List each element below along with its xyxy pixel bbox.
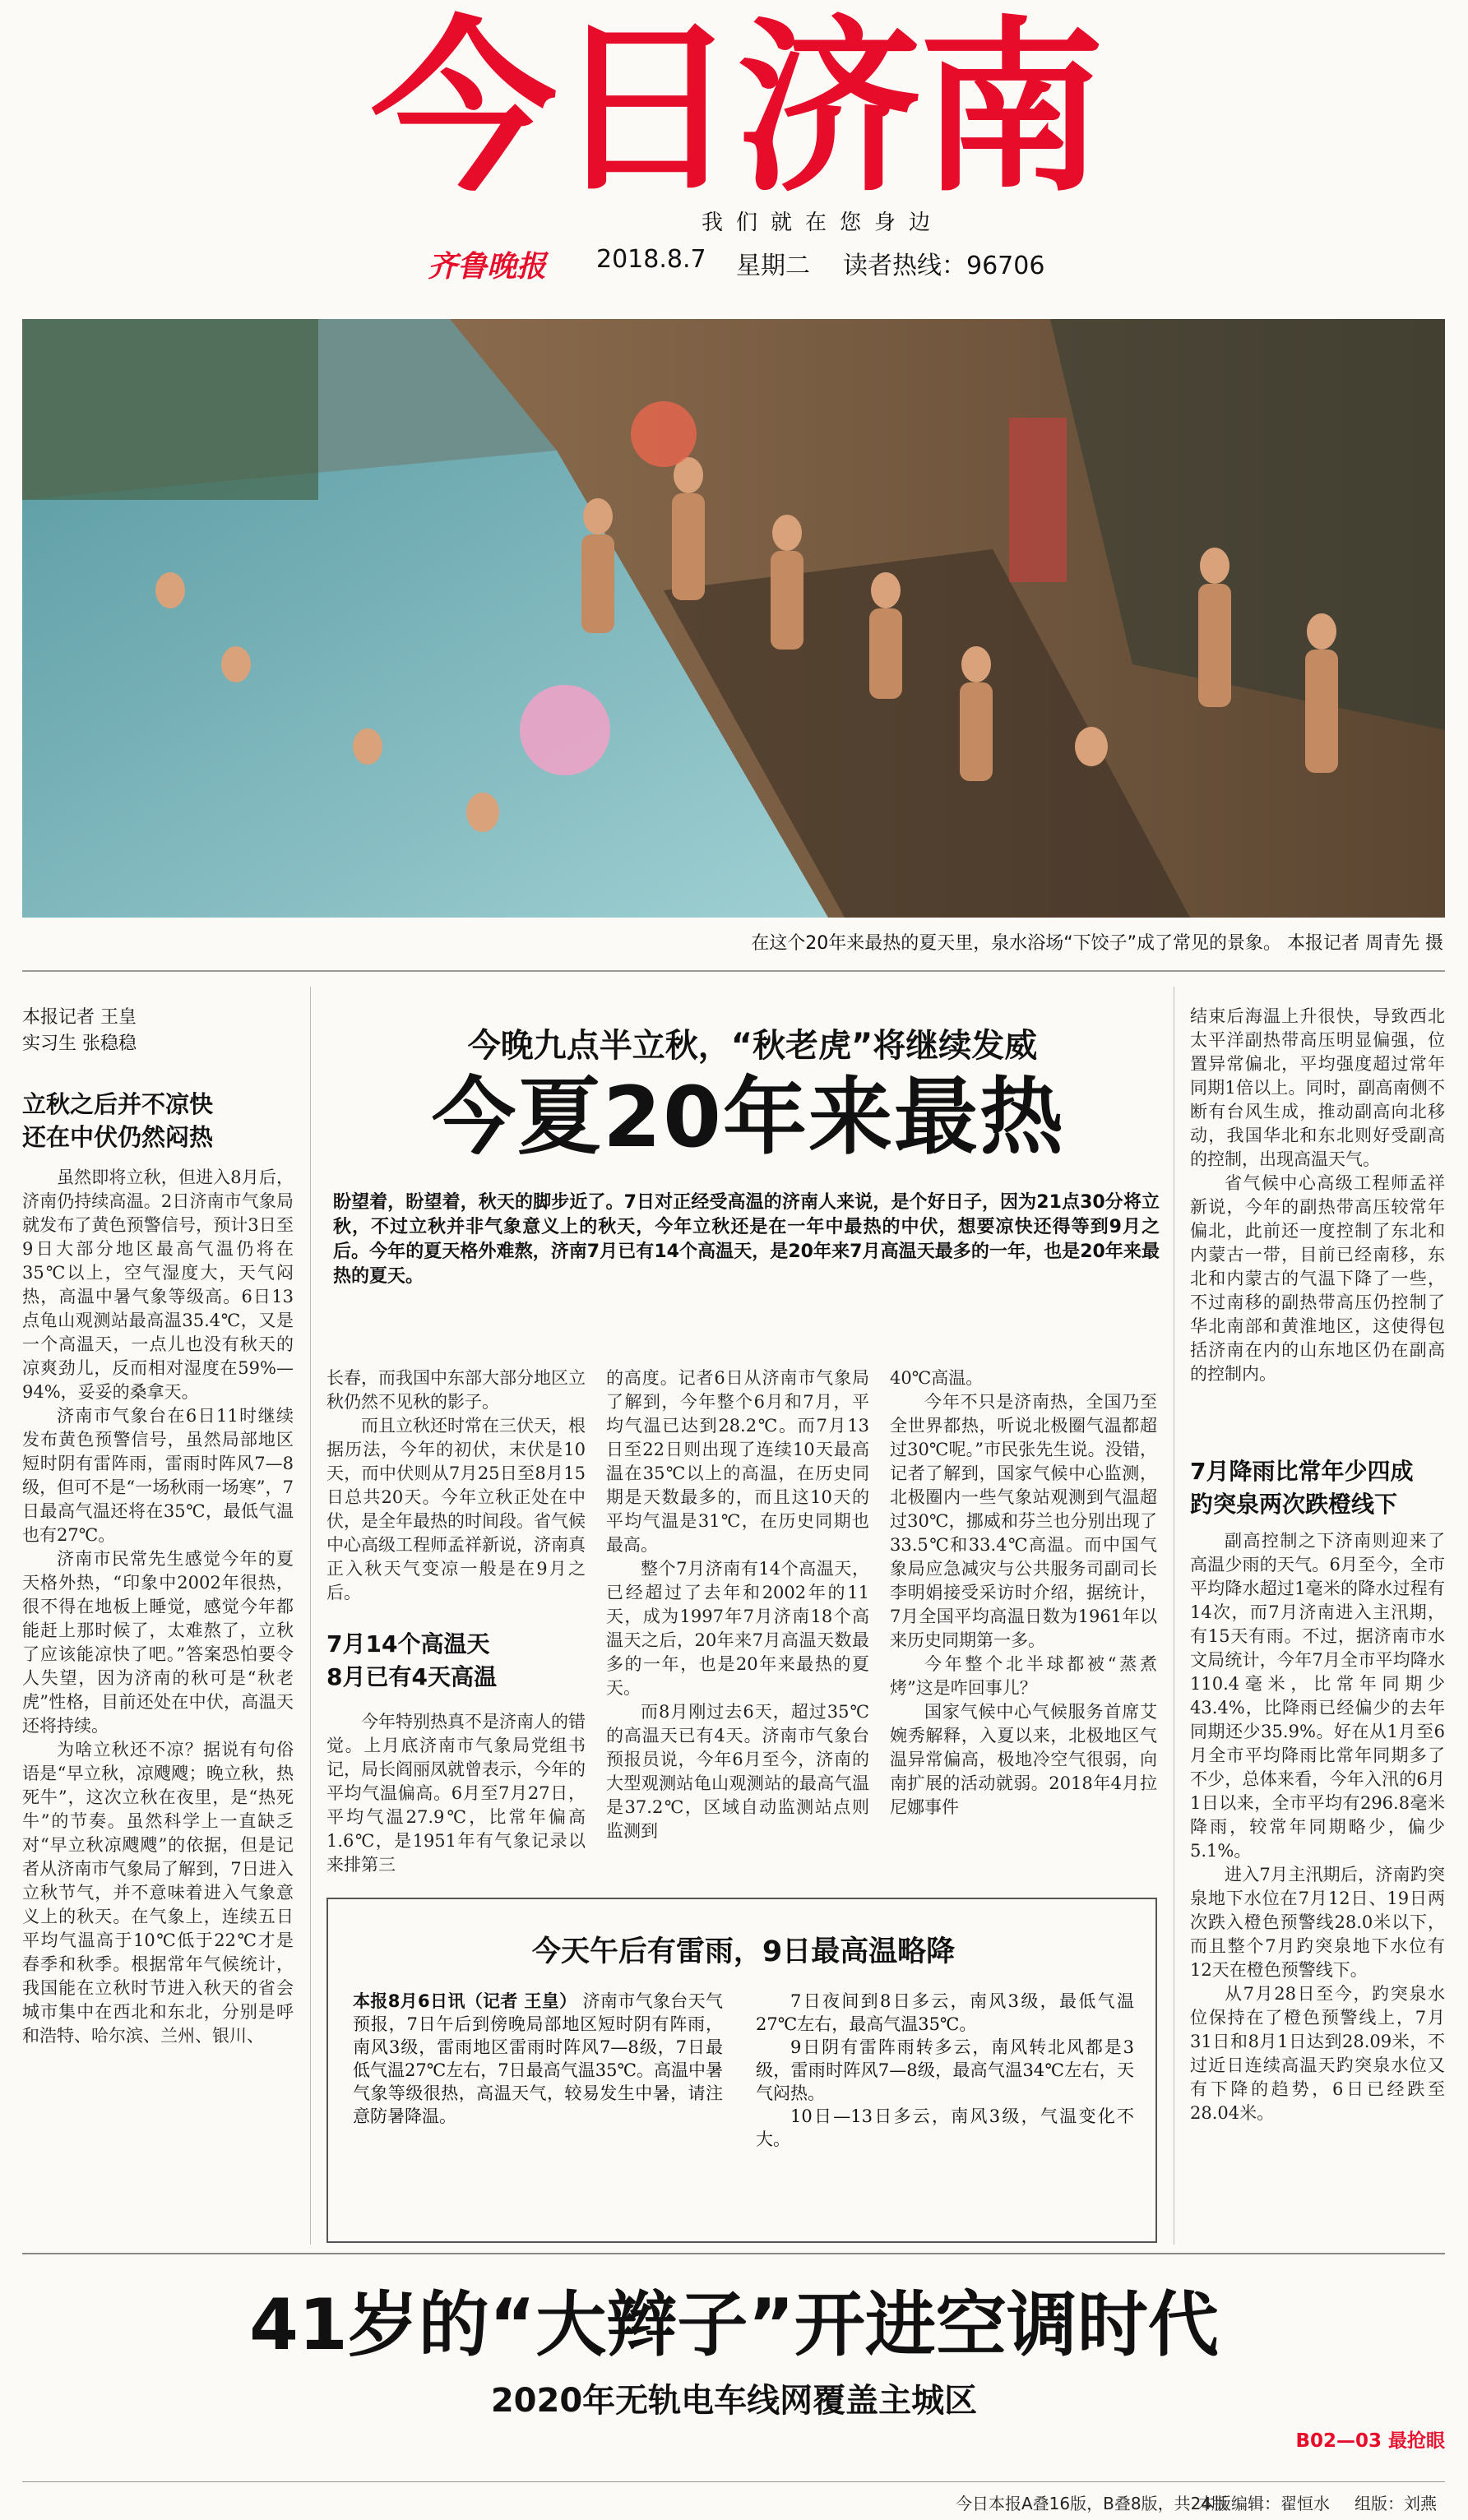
lead-paragraph: 盼望着，盼望着，秋天的脚步近了。7日对正经受高温的济南人来说，是个好日子，因为21点30分将立秋，不过立秋并非气象意义上的秋天，今年立秋还是在一年中最热的中伏，想要凉快还得等到9月之后。今年的夏天格外难熬，济南7月已有14个高温天，是20年来7月高温天最多的一年，也是20年来最热的夏天。 [333, 1192, 1160, 1287]
paragraph: 副高控制之下济南则迎来了高温少雨的天气。6月至今，全市平均降水超过1毫米的降水过程有14次，而7月济南进入主汛期，有15天有雨。不过，据济南市水文局统计，今年7月全市平均降水110.4毫米，比常年同期少43.4%，比降雨已经偏少的去年同期还少35.9%。好在从1月至6月全市平均降雨比常年同期多了不少，总体来看，今年入汛的6月1日以来，全市平均有296.8毫米降雨，较常年同期略少，偏少5.1%。 [1190, 1531, 1445, 1861]
paragraph: 9日阴有雷阵雨转多云，南风转北风都是3级，雷雨时阵风7—8级，最高气温34℃左右，天气闷热。 [756, 2037, 1134, 2103]
byline-intern: 实习生 张稳稳 [22, 1033, 137, 1054]
teaser-subhead: 2020年无轨电车线网覆盖主城区 [490, 2382, 978, 2420]
right-column-bottom [1190, 1529, 1445, 2245]
main-column-3 [890, 1366, 1157, 1888]
paragraph: 省气候中心高级工程师孟祥新说，今年的副热带高压较常年偏北，此前还一度控制了东北和内蒙古一带，目前已经南移，东北和内蒙古的气温下降了一些，不过南移的副热带高压仍控制了华北南部和黄淮地区，这使得包括济南在内的山东地区仍在副高的控制内。 [1190, 1173, 1445, 1384]
main-column-1-bottom [326, 1710, 586, 1888]
paragraph: 整个7月济南有14个高温天，已经超过了去年和2002年的11天，成为1997年7月济南18个高温天之后，20年来7月高温天数最多的一年，也是20年来最热的夏天。 [606, 1559, 869, 1698]
photo-caption: 在这个20年来最热的夏天里，泉水浴场“下饺子”成了常见的景象。 本报记者 周青先 摄 [751, 933, 1443, 954]
right-subheading [1190, 1455, 1445, 1521]
paragraph: 今年特别热真不是济南人的错觉。上月底济南市气象局党组书记，局长阎丽凤就曾表示，今年的平均气温偏高。6月至7月27日，平均气温27.9℃，比常年偏高1.6℃，是1951年有气象记录以来排第三 [326, 1712, 586, 1875]
main-column-1-top [326, 1366, 586, 1608]
paragraph: 长春，而我国中东部大部分地区立秋仍然不见秋的影子。 [326, 1368, 586, 1412]
masthead [0, 0, 1468, 312]
pool-crowd-photo [22, 319, 1445, 918]
paragraph: 进入7月主汛期后，济南趵突泉地下水位在7月12日、19日两次跌入橙色预警线28.0米以下，而且整个7月趵突泉地下水位有12天在橙色预警线下。 [1190, 1865, 1445, 1980]
footer [22, 2481, 1445, 2514]
reader-hotline: 读者热线：96706 [843, 252, 1045, 280]
weather-box-left [353, 1990, 723, 2128]
paragraph: 济南市民常先生感觉今年的夏天格外热，“印象中2002年很热，很不得在地板上睡觉，感觉今年都能赶上那时候了，太难熬了，立秋了应该能凉快了吧。”答案恐怕要令人失望，因为济南的秋可是“秋老虎”性格，目前还处在中伏，高温天还将持续。 [22, 1549, 294, 1736]
footer-edition-info: 今日本报A叠16版，B叠8版，共24版 [956, 2494, 1229, 2513]
weather-box-right [756, 1990, 1134, 2151]
right-column-top [1190, 1005, 1445, 1416]
byline [22, 1005, 137, 1057]
paragraph: 7日夜间到8日多云，南风3级，最低气温27℃左右，最高气温35℃。 [756, 1991, 1134, 2034]
paragraph: 而且立秋还时常在三伏天，根据历法，今年的初伏，末伏是10天，而中伏则从7月25日至8月15日总共20天。今年立秋正处在中伏，是全年最热的时间段。省气候中心高级工程师孟祥新说，济南真正入秋天气变凉一般是在9月之后。 [326, 1416, 586, 1602]
paragraph: 的高度。记者6日从济南市气象局了解到，今年整个6月和7月，平均气温已达到28.2℃。而7月13日至22日则出现了连续10天最高温在35℃以上的高温，在历史同期是天数最多的，而且这10天的平均气温是31℃，在历史同期也最高。 [606, 1368, 869, 1555]
left-subheading [22, 1088, 213, 1154]
paragraph: 40℃高温。 [890, 1368, 984, 1388]
main-column-2 [606, 1366, 869, 1888]
masthead-title: 今日济南 [370, 1, 1101, 217]
headline-kicker: 今晚九点半立秋，“秋老虎”将继续发威 [467, 1027, 1038, 1065]
main-headline: 今夏20年来最热 [432, 1069, 1065, 1167]
paragraph: 从7月28日至今，趵突泉水位保持在了橙色预警线上，7月31日和8月1日达到28.09米，不过近日连续高温天趵突泉水位又有下降的趋势，6日已经跌至28.04米。 [1190, 1984, 1445, 2123]
right-subheading-line1: 7月降雨比常年少四成 [1190, 1458, 1414, 1485]
newspaper-logo: 齐鲁晚报 [428, 249, 547, 284]
left-subheading-line1: 立秋之后并不凉快 [22, 1090, 214, 1118]
masthead-info [428, 243, 1127, 284]
issue-weekday: 星期二 [736, 252, 810, 280]
weather-forecast-text: 济南市气象台天气预报，7日午后到傍晚局部地区短时阴有阵雨，南风3级，雷雨地区雷雨时阵风7—8级，7日最低气温27℃左右，7日最高气温35℃。高温中暑气象等级很热，高温天气，较易发生中暑，请注意防暑降温。 [353, 1991, 723, 2126]
divider [22, 2253, 1445, 2254]
byline-reporter: 本报记者 王皇 [22, 1007, 137, 1028]
left-subheading-line2: 还在中伏仍然闷热 [22, 1123, 214, 1151]
paragraph: 虽然即将立秋，但进入8月后，济南仍持续高温。2日济南市气象局就发布了黄色预警信号，预计3日至9日大部分地区最高气温仍将在35℃以上，空气湿度大，天气闷热，高温中暑气象等级高。6日13点龟山观测站最高温35.4℃，又是一个高温天，一点儿也没有秋天的凉爽劲儿，反而相对湿度在59%—94%，妥妥的桑拿天。 [22, 1168, 294, 1402]
paragraph: 结束后海温上升很快，导致西北太平洋副热带高压明显偏强，位置异常偏北，平均强度超过常年同期1倍以上。同时，副高南侧不断有台风生成，推动副高向北移动，我国华北和东北则好受副高的控制，出现高温天气。 [1190, 1006, 1445, 1169]
main-subheading-line1: 7月14个高温天 [326, 1630, 490, 1658]
paragraph: 国家气候中心气候服务首席艾婉秀解释，入夏以来，北极地区气温异常偏高，极地冷空气很弱，向南扩展的活动就弱。2018年4月拉尼娜事件 [890, 1702, 1157, 1817]
main-subheading-line2: 8月已有4天高温 [326, 1663, 497, 1690]
main-subheading [326, 1628, 586, 1694]
weather-box [326, 1898, 1157, 2243]
paragraph: 10日—13日多云，南风3级，气温变化不大。 [756, 2106, 1134, 2149]
column-rule [310, 987, 311, 2245]
masthead-slogan: 我们就在您身边 [701, 210, 943, 235]
footer-editor: 本版编辑：翟恒水 [1198, 2494, 1330, 2513]
issue-date: 2018.8.7 [596, 245, 706, 274]
right-subheading-line2: 趵突泉两次跌橙线下 [1190, 1491, 1398, 1518]
teaser-headline[interactable]: 41岁的“大辫子”开进空调时代 [249, 2284, 1219, 2366]
paragraph: 为啥立秋还不凉？据说有句俗语是“早立秋，凉飕飕；晚立秋，热死牛”，这次立秋在夜里，是“热死牛”的节奏。虽然科学上一直缺乏对“早立秋凉飕飕”的依据，但是记者从济南市气象局了解到，7日进入立秋节气，并不意味着进入气象意义上的秋天。在气象上，连续五日平均气温高于10℃低于22℃才是春季和秋季。根据常年气候统计，我国能在立秋时节进入秋天的省会城市集中在西北和东北，分别是呼和浩特、哈尔滨、兰州、银川、 [22, 1740, 294, 2046]
paragraph: 今年不只是济南热，全国乃至全世界都热，听说北极圈气温都超过30℃呢。”市民张先生说。没错，记者了解到，国家气候中心监测，北极圈内一些气象站观测到气温超过30℃，挪威和芬兰也分别出现了33.5℃和33.4℃高温。而中国气象局应急减灾与公共服务司副司长李明娟接受采访时介绍，据统计，7月全国平均高温日数为1961年以来历史同期第一多。 [890, 1392, 1157, 1650]
paragraph: 济南市气象台在6日11时继续发布黄色预警信号，虽然局部地区短时阴有雷阵雨，雷雨时阵风7—8级，但可不是“一场秋雨一场寒”，7日最高气温还将在35℃，最低气温也有27℃。 [22, 1406, 294, 1545]
weather-dateline: 本报8月6日讯（记者 王皇） [353, 1991, 577, 2011]
weather-box-title: 今天午后有雷雨，9日最高温略降 [531, 1935, 956, 1968]
teaser-page-ref[interactable]: B02—03 最抢眼 [1295, 2430, 1445, 2452]
divider [22, 970, 1445, 972]
left-column-text [22, 1166, 294, 2250]
paragraph: 而8月刚过去6天，超过35℃的高温天已有4天。济南市气象台预报员说，今年6月至今，济南的大型观测站龟山观测站的最高气温是37.2℃，区域自动监测站点则监测到 [606, 1702, 869, 1841]
paragraph: 今年整个北半球都被“蒸煮烤”这是咋回事儿？ [890, 1654, 1157, 1698]
front-photo [22, 319, 1445, 918]
footer-layout: 组版：刘燕 [1355, 2494, 1437, 2513]
